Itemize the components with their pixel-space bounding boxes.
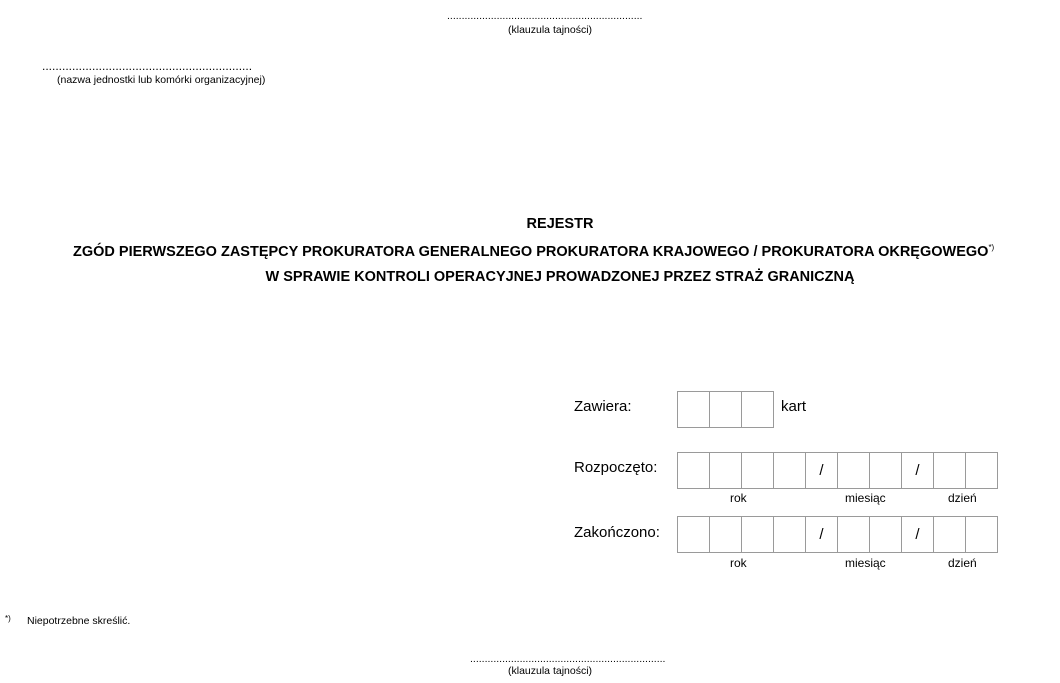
start-day-digit[interactable] — [966, 453, 997, 488]
unit-name-label: (nazwa jednostki lub komórki organizacyjnej) — [57, 74, 266, 86]
started-label: Rozpoczęto: — [574, 459, 658, 476]
end-month-digit[interactable] — [870, 517, 902, 552]
sheet-count-boxes[interactable] — [677, 391, 774, 428]
top-clause-label: (klauzula tajności) — [508, 24, 593, 36]
end-year-digit[interactable] — [710, 517, 742, 552]
sheet-count-digit[interactable] — [710, 392, 742, 427]
start-day-digit[interactable] — [934, 453, 966, 488]
start-month-digit[interactable] — [870, 453, 902, 488]
date-separator: / — [902, 517, 934, 552]
footnote-text: Niepotrzebne skreślić. — [27, 615, 131, 627]
end-month-digit[interactable] — [838, 517, 870, 552]
start-month-label: miesiąc — [845, 491, 886, 505]
title-line-2-text: ZGÓD PIERWSZEGO ZASTĘPCY PROKURATORA GENERALNEGO PROKURATORA KRAJOWEGO / PROKURATORA OKRĘGOWEGO — [73, 243, 989, 260]
contains-unit: kart — [781, 398, 807, 415]
bottom-clause-label: (klauzula tajności) — [508, 665, 593, 677]
start-year-label: rok — [730, 491, 747, 505]
start-year-digit[interactable] — [710, 453, 742, 488]
end-day-label: dzień — [948, 556, 977, 570]
footnote-mark: *) — [5, 614, 11, 623]
title-line-1: REJESTR — [526, 216, 594, 232]
title-line-3: W SPRAWIE KONTROLI OPERACYJNEJ PROWADZONEJ PRZEZ STRAŻ GRANICZNĄ — [265, 269, 855, 285]
start-year-digit[interactable] — [742, 453, 774, 488]
unit-name-dots: ............................................................... — [42, 59, 253, 73]
date-separator: / — [806, 453, 838, 488]
end-year-label: rok — [730, 556, 747, 570]
end-year-digit[interactable] — [678, 517, 710, 552]
start-date-boxes[interactable] — [677, 452, 998, 489]
date-separator: / — [806, 517, 838, 552]
sheet-count-digit[interactable] — [742, 392, 773, 427]
start-month-digit[interactable] — [838, 453, 870, 488]
end-day-digit[interactable] — [934, 517, 966, 552]
top-clause-dots: ................................................................... — [447, 10, 643, 22]
end-year-digit[interactable] — [774, 517, 806, 552]
date-separator: / — [902, 453, 934, 488]
title-footnote-mark: *) — [988, 243, 995, 252]
start-day-label: dzień — [948, 491, 977, 505]
bottom-clause-dots: ................................................................... — [470, 653, 666, 665]
sheet-count-digit[interactable] — [678, 392, 710, 427]
title-line-2 — [73, 243, 994, 260]
start-year-digit[interactable] — [774, 453, 806, 488]
end-month-label: miesiąc — [845, 556, 886, 570]
end-day-digit[interactable] — [966, 517, 997, 552]
start-year-digit[interactable] — [678, 453, 710, 488]
end-year-digit[interactable] — [742, 517, 774, 552]
ended-label: Zakończono: — [574, 524, 660, 541]
contains-label: Zawiera: — [574, 398, 632, 415]
end-date-boxes[interactable] — [677, 516, 998, 553]
